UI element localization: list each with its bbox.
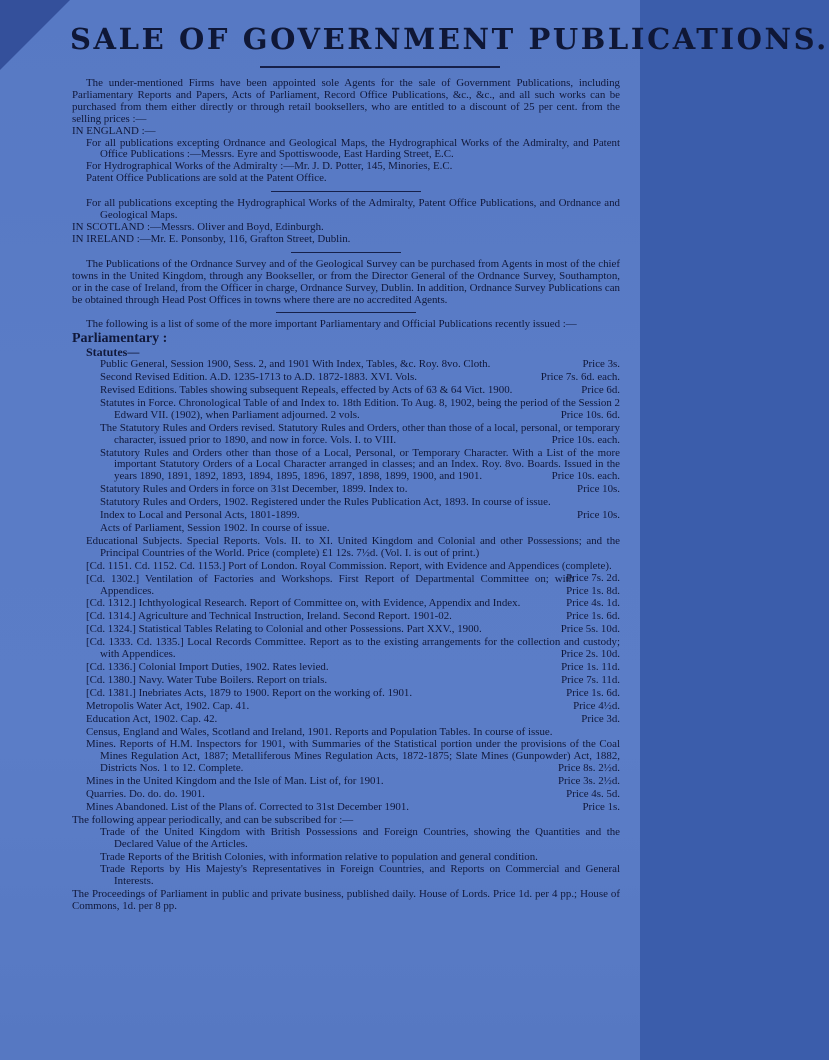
entry-text: [Cd. 1314.] Agriculture and Technical Instruction, Ireland. Second Report. 1901-02.: [86, 610, 452, 623]
publication-entry: [72, 398, 620, 422]
entry-text: [Cd. 1381.] Inebriates Acts, 1879 to 1900. Report on the working of. 1901.: [86, 686, 413, 699]
publication-entry: [72, 598, 620, 610]
entry-text: Public General, Session 1900, Sess. 2, and 1901 With Index, Tables, &c. Roy. 8vo. Cloth.: [100, 358, 491, 371]
scotland-preface: For all publications excepting the Hydrographical Works of the Admiralty, Patent Office Publications, and Ordnance and Geological Maps.: [86, 197, 620, 222]
publication-entry: [72, 510, 620, 522]
publication-entry: [72, 571, 620, 598]
periodical-entry: Trade of the United Kingdom with British Possessions and Foreign Countries, showing the Quantities and the Declared Value of the Articles.: [100, 825, 620, 850]
entry-price: Price 1s. 6d.: [566, 610, 620, 623]
entry-text: Census, England and Wales, Scotland and Ireland, 1901. Reports and Population Tables. In course of issue.: [86, 725, 553, 738]
entry-price: Price 10s. each.: [551, 433, 620, 446]
publication-entry: [72, 448, 620, 484]
publication-entry: [72, 739, 620, 775]
entry-price: Price 3d.: [581, 712, 620, 725]
publication-entry: [72, 536, 620, 560]
entry-price: Price 8s. 2½d.: [557, 762, 620, 775]
entry-text: [Cd. 1324.] Statistical Tables Relating to Colonial and other Possessions. Part XXV., 1900.: [86, 623, 482, 636]
publication-entry: [72, 385, 620, 397]
publication-entry: [72, 359, 620, 371]
torn-corner: [0, 0, 70, 70]
periodicals-list: [72, 827, 620, 889]
publication-entry: [72, 637, 620, 661]
entry-price: Price 1s. 6d.: [566, 686, 620, 699]
publication-entry: [72, 662, 620, 674]
entry-price: Price 5s. 10d.: [560, 623, 620, 636]
england-line-3: Patent Office Publications are sold at the Patent Office.: [86, 172, 327, 185]
entry-price: Price 1s. 8d.: [566, 584, 620, 597]
entry-text: Mines Abandoned. List of the Plans of. Corrected to 31st December 1901.: [86, 800, 410, 813]
publication-entry: [72, 701, 620, 713]
publication-entry: [72, 559, 620, 584]
periodical-entry: Trade Reports by His Majesty's Representatives in Foreign Countries, and Reports on Commercial and General Interests.: [100, 863, 620, 888]
england-line-2: For Hydrographical Works of the Admiralty :—Mr. J. D. Potter, 145, Minories, E.C.: [86, 160, 453, 173]
title-rule: [260, 66, 500, 68]
entry-price: Price 2s. 10d.: [560, 648, 620, 661]
entry-text: Statutes in Force. Chronological Table of and Index to. 18th Edition. To Aug. 8, 1902, being the period of the Session 2 Edward VII. (1902), when Parliament adjourned. 2 vols.: [100, 396, 620, 421]
entry-price: Price 3s.: [582, 358, 620, 371]
entry-price: Price 10s. each.: [551, 470, 620, 483]
entry-price: Price 10s.: [577, 509, 620, 522]
publication-entry: [72, 372, 620, 384]
entry-text: Education Act, 1902. Cap. 42.: [86, 712, 218, 725]
entry-text: Educational Subjects. Special Reports. Vols. II. to XI. United Kingdom and Colonial and other Possessions; and the Principal Countries of the World. Price (complete) £1 12s. 7½d. (Vol. I. is out of print.): [86, 534, 620, 559]
entry-text: Acts of Parliament, Session 1902. In course of issue.: [100, 522, 330, 534]
divider: [276, 312, 416, 313]
entry-text: Statutory Rules and Orders other than those of a Local, Personal, or Temporary Character. With a List of the more important Statutory Orders of a Local Character arranged in classes; and an Index. Roy. 8vo. Boards. Issued in the years 1890, 1891, 1892, 1893, 1894, 1895, 1896, 1897, 1898, 1899, 1900, and 1901.: [100, 446, 620, 483]
publication-entry: [72, 776, 620, 788]
entry-price: Price 4½d.: [573, 699, 620, 712]
scotland-agent: IN SCOTLAND :—Messrs. Oliver and Boyd, Edinburgh.: [72, 220, 324, 233]
publication-entry: [72, 789, 620, 801]
england-label: IN ENGLAND :—: [72, 124, 156, 137]
entry-price: Price 7s. 2d.: [566, 571, 620, 584]
publication-entry: [72, 611, 620, 623]
entry-text: Metropolis Water Act, 1902. Cap. 41.: [86, 699, 250, 712]
entry-text: Statutory Rules and Orders, 1902. Registered under the Rules Publication Act, 1893. In course of issue.: [100, 496, 551, 509]
entry-text: Mines in the United Kingdom and the Isle of Man. List of, for 1901.: [86, 775, 384, 788]
entry-price: Price 1s. 11d.: [561, 660, 620, 673]
entry-price: Price 4s. 5d.: [566, 788, 620, 801]
entry-text: [Cd. 1302.] Ventilation of Factories and Workshops. First Report of Departmental Committee on; with Appendices.: [86, 572, 575, 597]
entry-price: Price 10s.: [577, 483, 620, 496]
parliamentary-heading: Parliamentary :: [72, 331, 168, 347]
entry-text: [Cd. 1336.] Colonial Import Duties, 1902. Rates levied.: [86, 660, 329, 673]
entry-text: Statutory Rules and Orders in force on 31st December, 1899. Index to.: [100, 483, 408, 496]
publication-entry: [72, 688, 620, 700]
entry-price: Price 3s. 2½d.: [557, 775, 620, 788]
entry-price: Price 6d.: [581, 384, 620, 397]
publication-entry: [72, 714, 620, 726]
entry-text: The Statutory Rules and Orders revised. Statutory Rules and Orders, other than those of a local, personal, or temporary character, issued prior to 1890, and now in force. Vols. I. to VIII.: [100, 421, 620, 446]
statutes-list: [72, 359, 620, 535]
document-body: [72, 78, 620, 913]
entry-price: Price 10s. 6d.: [560, 408, 620, 421]
publication-entry: [72, 624, 620, 636]
entry-price: Price 1s.: [582, 800, 620, 813]
intro-paragraph: The under-mentioned Firms have been appointed sole Agents for the sale of Government Publications, including Parliamentary Reports and Papers, Acts of Parliament, Record Office Publications, &c., &c., and all such works can be purchased from them either directly or through retail booksellers, who are entitled to a discount of 25 per cent. from the selling prices :—: [72, 77, 620, 125]
entry-text: Mines. Reports of H.M. Inspectors for 1901, with Summaries of the Statistical portion under the provisions of the Coal Mines Regulation Act, 1887; Metalliferous Mines Regulation Acts, 1872-1875; Slate Mines (Gunpowder) Act, 1882, Districts Nos. 1 to 12. Complete.: [86, 738, 620, 775]
publication-entry: [72, 727, 620, 739]
entry-text: [Cd. 1333. Cd. 1335.] Local Records Committee. Report as to the existing arrangements for the collection and custody; with Appendices.: [86, 636, 620, 661]
page-title: SALE OF GOVERNMENT PUBLICATIONS.: [70, 22, 829, 56]
entry-price: Price 7s. 11d.: [561, 673, 620, 686]
entry-text: Revised Editions. Tables showing subsequent Repeals, effected by Acts of 63 & 64 Vict. 1900.: [100, 384, 513, 397]
publication-entry: [72, 423, 620, 447]
england-line-1: For all publications excepting Ordnance and Geological Maps, the Hydrographical Works of the Admiralty, and Patent Office Publications :—Messrs. Eyre and Spottiswoode, East Harding Street, E.C.: [86, 136, 620, 161]
entry-price: Price 4s. 1d.: [566, 597, 620, 610]
entry-text: [Cd. 1312.] Ichthyological Research. Report of Committee on, with Evidence, Appendix and Index.: [86, 597, 521, 610]
publication-entry: [72, 523, 620, 535]
divider: [271, 191, 421, 192]
entry-text: [Cd. 1151. Cd. 1152. Cd. 1153.] Port of London. Royal Commission. Report, with Evidence and Appendices (complete).: [86, 559, 612, 572]
publication-entry: [72, 675, 620, 687]
proceedings-paragraph: The Proceedings of Parliament in public and private business, published daily. House of Lords. Price 1d. per 4 pp.; House of Commons, 1d. per 8 pp.: [72, 888, 620, 913]
publications-list: [72, 536, 620, 814]
publication-entry: [72, 484, 620, 496]
ireland-agent: IN IRELAND :—Mr. E. Ponsonby, 116, Grafton Street, Dublin.: [72, 232, 351, 245]
intro-section: [72, 78, 620, 126]
ordnance-paragraph: The Publications of the Ordnance Survey and of the Geological Survey can be purchased from Agents in most of the chief towns in the United Kingdom, through any Bookseller, or from the Director General of the Ordnance Survey, Southampton, or in the case of Ireland, from the Officer in charge, Ordnance Survey, Dublin. In addition, Ordnance Survey Publications can be obtained through Head Post Offices in towns where there are no accredited Agents.: [72, 257, 620, 306]
entry-text: [Cd. 1380.] Navy. Water Tube Boilers. Report on trials.: [86, 673, 328, 686]
entry-text: Second Revised Edition. A.D. 1235-1713 to A.D. 1872-1883. XVI. Vols.: [100, 371, 417, 384]
divider: [291, 252, 401, 253]
following-paragraph: The following is a list of some of the more important Parliamentary and Official Publications recently issued :—: [86, 318, 577, 331]
statutes-heading: Statutes—: [86, 345, 140, 360]
periodical-entry: Trade Reports of the British Colonies, with information relative to population and general condition.: [100, 850, 538, 863]
entry-text: Index to Local and Personal Acts, 1801-1899.: [100, 509, 300, 522]
entry-text: Quarries. Do. do. do. 1901.: [86, 788, 205, 801]
publication-entry: [72, 497, 620, 509]
publication-entry: [72, 802, 620, 814]
entry-price: Price 7s. 6d. each.: [540, 371, 620, 384]
periodical-intro: The following appear periodically, and can be subscribed for :—: [72, 813, 354, 826]
